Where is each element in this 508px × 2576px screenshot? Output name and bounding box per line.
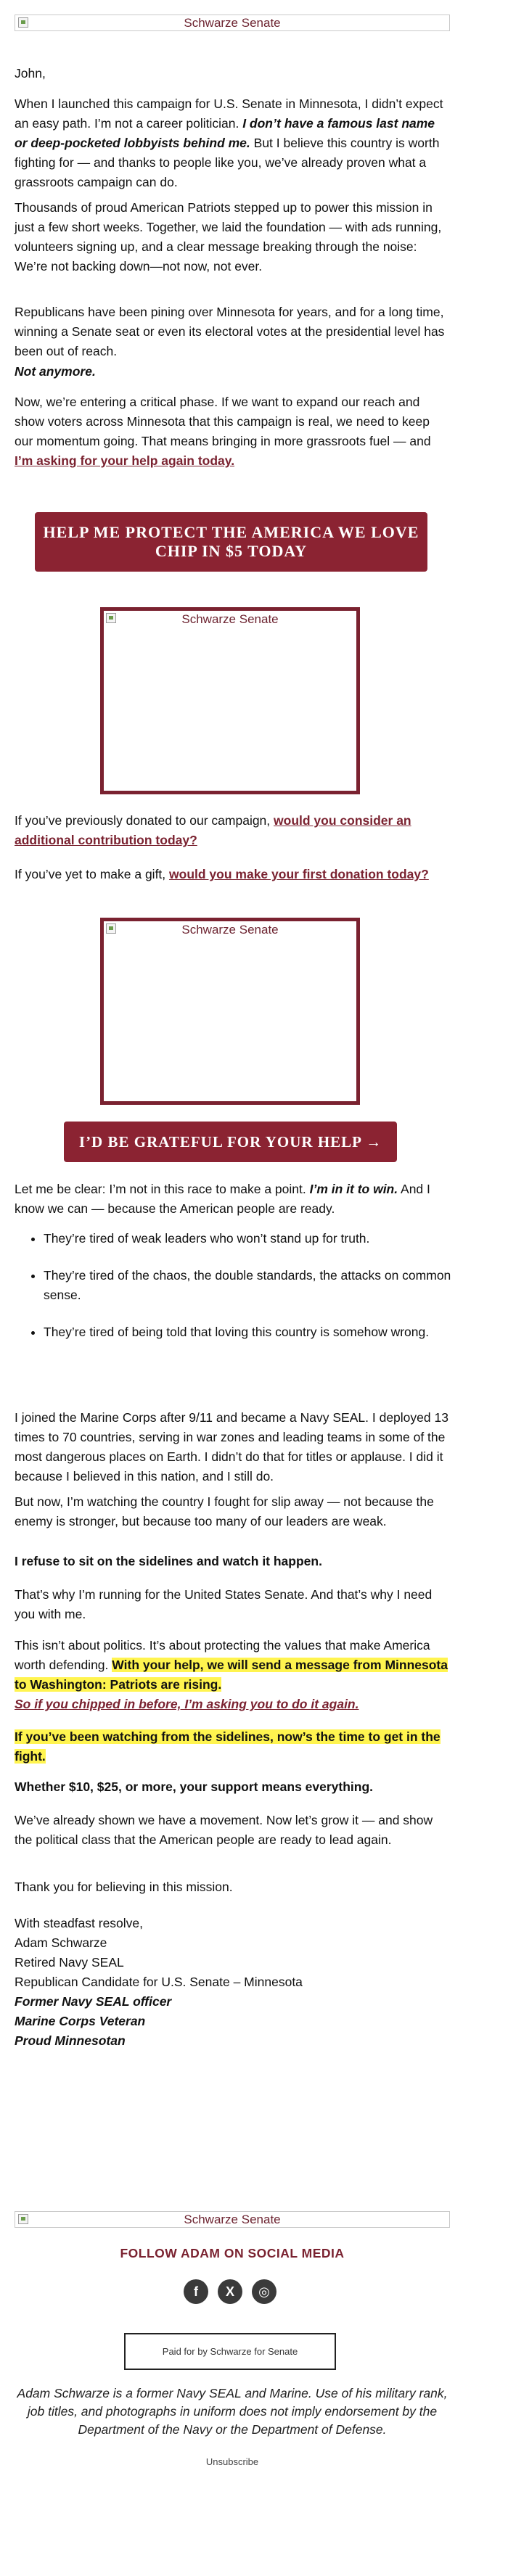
- paragraph-support: Whether $10, $25, or more, your support means everything.: [15, 1779, 374, 1794]
- header-logo[interactable]: [15, 15, 450, 31]
- paragraph-thanks: Thank you for believing in this mission.: [15, 1880, 233, 1894]
- ask-help-link[interactable]: I’m asking for your help again today.: [15, 453, 235, 468]
- paragraph-refuse: I refuse to sit on the sidelines and watch it happen.: [15, 1554, 322, 1568]
- paragraph-republicans: Republicans have been pining over Minnesota for years, and for a long time, winning a Senate seat or even its electoral votes at the presidential level has been out of reach.: [15, 305, 445, 358]
- list-item: • They’re tired of weak leaders who won’t stand up for truth.: [44, 1229, 479, 1248]
- paragraph-sidelines: If you’ve been watching from the sidelines, now’s the time to get in the fight.: [15, 1729, 441, 1764]
- paragraph-patriots: Thousands of proud American Patriots stepped up to power this mission in just a few short weeks. Together, we laid the foundation — with ads running, volunteers signing up, and a clear message breaking through the noise: We’re not backing down—not now, not ever.: [15, 200, 442, 273]
- signature-block: [15, 1914, 450, 2051]
- header-logo-alt: Schwarze Senate: [184, 16, 281, 30]
- footer-logo[interactable]: [15, 2211, 450, 2228]
- facebook-icon[interactable]: f: [184, 2279, 208, 2304]
- signature-title: Former Navy SEAL officer: [15, 1994, 172, 2009]
- tired-list: [15, 1229, 479, 1359]
- greeting: John,: [15, 66, 46, 81]
- grateful-help-button[interactable]: I’D BE GRATEFUL FOR YOUR HELP →: [64, 1122, 397, 1162]
- paragraph-movement: We’ve already shown we have a movement. Now let’s grow it — and show the political class that the American people are ready to lead again.: [15, 1813, 433, 1847]
- follow-heading: FOLLOW ADAM ON SOCIAL MEDIA: [120, 2246, 345, 2260]
- chip-again-link[interactable]: So if you chipped in before, I’m asking you to do it again.: [15, 1697, 359, 1711]
- paragraph-clear: Let me be clear: I’m not in this race to make a point. I’m in it to win. And I know we can — because the American people are ready.: [15, 1182, 430, 1216]
- paragraph-critical-phase: Now, we’re entering a critical phase. If we want to expand our reach and show voters across Minnesota that this campaign is real, we need to keep our momentum going. That means bringing in more grassroots fuel — and I’m asking for your help again today.: [15, 395, 431, 468]
- paragraph-intro: When I launched this campaign for U.S. Senate in Minnesota, I didn’t expect an easy path. I’m not a career politician. I don’t have a famous last name or deep-pocketed lobbyists behind me. But I believe this country is worth fighting for — and thanks to people like you, we’ve already proven what a grassroots campaign can do.: [15, 96, 443, 189]
- footer-logo-alt: Schwarze Senate: [184, 2213, 281, 2226]
- paid-for-box: Paid for by Schwarze for Senate: [124, 2333, 336, 2370]
- paragraph-previous-donor: If you’ve previously donated to our campaign, would you consider an additional contribution today?: [15, 813, 411, 847]
- paragraph-watching: But now, I’m watching the country I fought for slip away — not because the enemy is stronger, but because too many of our leaders are weak.: [15, 1494, 434, 1528]
- chip-in-button[interactable]: [35, 512, 427, 572]
- paragraph-service: I joined the Marine Corps after 9/11 and became a Navy SEAL. I deployed 13 times to 70 countries, serving in war zones and leading teams in some of the most dangerous places on Earth. I didn’t do that for titles or applause. I did it because I believed in this nation, and I still do.: [15, 1410, 448, 1484]
- paragraph-values: This isn’t about politics. It’s about protecting the values that make America worth defending. With your help, we will send a message from Minnesota to Washington: Patriots are rising.: [15, 1638, 448, 1692]
- photo-1-alt: Schwarze Senate: [181, 612, 279, 626]
- signature-candidacy: Republican Candidate for U.S. Senate – Minnesota: [15, 1975, 303, 1989]
- paragraph-running: That’s why I’m running for the United States Senate. And that’s why I need you with me.: [15, 1587, 433, 1621]
- instagram-icon[interactable]: ◎: [252, 2279, 276, 2304]
- paragraph-chip-again[interactable]: [15, 1695, 450, 1714]
- candidate-photo-1[interactable]: [100, 607, 360, 794]
- photo-2-alt: Schwarze Senate: [181, 923, 279, 937]
- unsubscribe-link[interactable]: Unsubscribe: [205, 2456, 259, 2467]
- signature-title: Marine Corps Veteran: [15, 2014, 146, 2028]
- additional-contribution-link[interactable]: would you consider an additional contribution today?: [15, 813, 411, 847]
- x-icon[interactable]: X: [218, 2279, 242, 2304]
- chip-in-button-line1: HELP ME PROTECT THE AMERICA WE LOVE: [43, 523, 419, 541]
- signature-role: Retired Navy SEAL: [15, 1955, 124, 1970]
- chip-in-button-line2: CHIP IN $5 TODAY: [155, 542, 308, 560]
- paragraph-not-anymore: Not anymore.: [15, 364, 96, 379]
- military-disclaimer: Adam Schwarze is a former Navy SEAL and Marine. Use of his military rank, job titles, and photographs in uniform does not imply endorsement by the Department of the Navy or the Department of Defense.: [17, 2386, 448, 2437]
- signature-name: Adam Schwarze: [15, 1935, 107, 1950]
- paragraph-first-gift: If you’ve yet to make a gift, would you make your first donation today?: [15, 867, 429, 881]
- list-item: • They’re tired of being told that loving this country is somehow wrong.: [44, 1322, 479, 1342]
- candidate-photo-2[interactable]: [100, 918, 360, 1105]
- signature-title: Proud Minnesotan: [15, 2033, 126, 2048]
- list-item: • They’re tired of the chaos, the double standards, the attacks on common sense.: [44, 1266, 479, 1305]
- first-donation-link[interactable]: would you make your first donation today?: [169, 867, 429, 881]
- signature-closing: With steadfast resolve,: [15, 1916, 144, 1930]
